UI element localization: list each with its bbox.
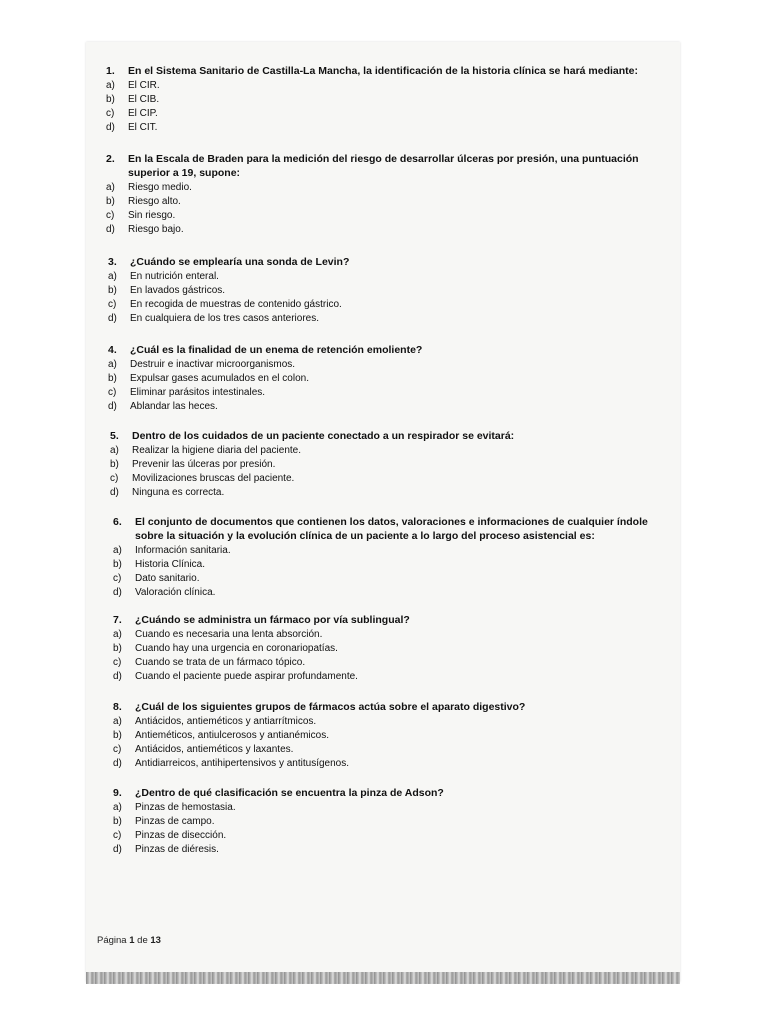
answer-option [113,558,653,572]
answer-options [113,801,653,857]
question-number: 8. [113,701,122,713]
option-letter: a) [108,271,117,282]
option-letter: d) [113,758,122,769]
option-text: Cuando el paciente puede aspirar profundamente. [135,671,358,682]
answer-option [108,298,653,312]
option-text: Eliminar parásitos intestinales. [130,387,266,398]
question-text: ¿Cuál de los siguientes grupos de fármacos actúa sobre el aparato digestivo? [135,701,526,713]
answer-option [113,715,653,729]
option-letter: a) [113,802,122,813]
answer-option [113,642,653,656]
question-text: En el Sistema Sanitario de Castilla-La Mancha, la identificación de la historia clínica se hará mediante: [128,65,638,77]
option-letter: d) [113,844,122,855]
option-text: Antidiarreicos, antihipertensivos y antitusígenos. [135,758,350,769]
option-text: En recogida de muestras de contenido gástrico. [130,299,342,310]
answer-option [113,628,653,642]
question-text: ¿Cuándo se administra un fármaco por vía sublingual? [135,614,410,626]
option-text: Realizar la higiene diaria del paciente. [132,445,301,456]
option-letter: b) [108,373,117,384]
option-text: Riesgo alto. [128,196,181,207]
question-number: 2. [106,153,115,165]
answer-option [113,586,653,600]
question-number: 5. [110,430,119,442]
answer-option [108,386,653,400]
option-letter: a) [113,545,122,556]
question-number: 9. [113,787,122,799]
question-3 [108,255,653,326]
option-text: Destruir e inactivar microorganismos. [130,359,296,370]
page-footer [97,935,161,946]
answer-options [106,79,651,135]
option-text: El CIB. [128,94,160,105]
option-text: El CIR. [128,80,160,91]
answer-option [113,801,653,815]
option-letter: c) [110,473,119,484]
answer-option [108,270,653,284]
option-text: Ablandar las heces. [130,401,218,412]
answer-option [113,743,653,757]
option-text: Pinzas de diéresis. [135,844,219,855]
option-letter: b) [108,285,117,296]
question-stem [113,613,653,627]
of-label: de [137,935,148,946]
option-letter: c) [113,744,122,755]
answer-options [108,358,653,414]
option-letter: c) [106,108,115,119]
answer-option [106,209,651,223]
option-letter: a) [110,445,119,456]
option-text: Cuando se trata de un fármaco tópico. [135,657,306,668]
answer-option [106,223,651,237]
option-letter: d) [113,587,122,598]
option-letter: a) [108,359,117,370]
option-letter: c) [108,387,117,398]
question-stem [113,700,653,714]
option-letter: b) [113,559,122,570]
option-text: Dato sanitario. [135,573,200,584]
answer-option [113,656,653,670]
question-number: 1. [106,65,115,77]
option-letter: a) [106,182,115,193]
option-letter: c) [106,210,115,221]
question-stem [108,343,653,357]
option-text: Pinzas de campo. [135,816,215,827]
answer-option [108,372,653,386]
answer-options [113,715,653,771]
answer-option [108,358,653,372]
option-text: Riesgo bajo. [128,224,184,235]
answer-option [113,757,653,771]
option-text: Historia Clínica. [135,559,206,570]
option-letter: b) [113,730,122,741]
answer-option [106,79,651,93]
question-stem [108,255,653,269]
option-letter: a) [113,629,122,640]
question-2 [106,152,651,237]
answer-option [110,458,655,472]
option-letter: b) [106,94,115,105]
option-text: Antieméticos, antiulcerosos y antianémicos. [135,730,329,741]
question-stem [110,429,655,443]
option-text: Movilizaciones bruscas del paciente. [132,473,295,484]
option-letter: d) [113,671,122,682]
total-pages: 13 [150,935,161,946]
answer-option [106,121,651,135]
answer-option [113,729,653,743]
answer-option [106,181,651,195]
question-8 [113,700,653,771]
option-text: El CIP. [128,108,158,119]
answer-option [106,93,651,107]
question-9 [113,786,653,857]
question-stem [106,152,651,180]
option-text: Antiácidos, antieméticos y laxantes. [135,744,294,755]
question-1 [106,64,651,135]
answer-option [108,284,653,298]
option-text: El CIT. [128,122,158,133]
option-text: Antiácidos, antieméticos y antiarrítmicos. [135,716,317,727]
answer-option [113,843,653,857]
answer-option [113,815,653,829]
option-letter: c) [113,830,122,841]
option-text: Cuando es necesaria una lenta absorción. [135,629,323,640]
question-text: ¿Cuál es la finalidad de un enema de retención emoliente? [130,344,423,356]
page-label: Página [97,935,127,946]
answer-option [113,544,653,558]
answer-option [113,670,653,684]
option-text: Sin riesgo. [128,210,176,221]
question-text: ¿Cuándo se emplearía una sonda de Levin? [130,256,350,268]
answer-option [106,107,651,121]
page-bottom-edge [86,972,680,984]
question-text: En la Escala de Braden para la medición del riesgo de desarrollar úlceras por presión, una puntuación superior a 19, supone: [128,153,639,179]
option-text: En nutrición enteral. [130,271,219,282]
answer-option [108,400,653,414]
option-letter: d) [108,313,117,324]
question-stem [113,515,653,543]
option-text: Cuando hay una urgencia en coronariopatías. [135,643,338,654]
answer-options [113,628,653,684]
question-text: Dentro de los cuidados de un paciente conectado a un respirador se evitará: [132,430,515,442]
option-text: Información sanitaria. [135,545,231,556]
option-letter: b) [110,459,119,470]
option-letter: d) [108,401,117,412]
answer-options [113,544,653,600]
option-letter: d) [110,487,119,498]
option-letter: d) [106,122,115,133]
question-stem [113,786,653,800]
option-text: En cualquiera de los tres casos anteriores. [130,313,319,324]
page-number: 1 [129,935,135,946]
question-text: El conjunto de documentos que contienen los datos, valoraciones e informaciones de cualquier índole sobre la situación y la evolución clínica de un paciente a lo largo del proceso asistencial es: [135,516,648,542]
option-text: En lavados gástricos. [130,285,226,296]
answer-option [113,829,653,843]
option-letter: b) [113,816,122,827]
option-letter: a) [113,716,122,727]
option-text: Valoración clínica. [135,587,216,598]
answer-option [106,195,651,209]
answer-options [106,181,651,237]
question-number: 6. [113,516,122,528]
option-letter: b) [106,196,115,207]
answer-option [110,472,655,486]
option-text: Riesgo medio. [128,182,192,193]
question-7 [113,613,653,684]
option-letter: d) [106,224,115,235]
question-number: 3. [108,256,117,268]
question-5 [110,429,655,500]
answer-option [113,572,653,586]
option-text: Pinzas de hemostasia. [135,802,236,813]
option-text: Pinzas de disección. [135,830,227,841]
answer-options [110,444,655,500]
option-text: Prevenir las úlceras por presión. [132,459,276,470]
question-stem [106,64,651,78]
option-letter: c) [108,299,117,310]
question-6 [113,515,653,600]
answer-option [110,444,655,458]
option-letter: c) [113,573,122,584]
option-text: Expulsar gases acumulados en el colon. [130,373,309,384]
option-letter: b) [113,643,122,654]
option-text: Ninguna es correcta. [132,487,225,498]
option-letter: c) [113,657,122,668]
answer-options [108,270,653,326]
option-letter: a) [106,80,115,91]
question-number: 7. [113,614,122,626]
question-4 [108,343,653,414]
question-number: 4. [108,344,117,356]
answer-option [110,486,655,500]
answer-option [108,312,653,326]
question-text: ¿Dentro de qué clasificación se encuentra la pinza de Adson? [135,787,444,799]
